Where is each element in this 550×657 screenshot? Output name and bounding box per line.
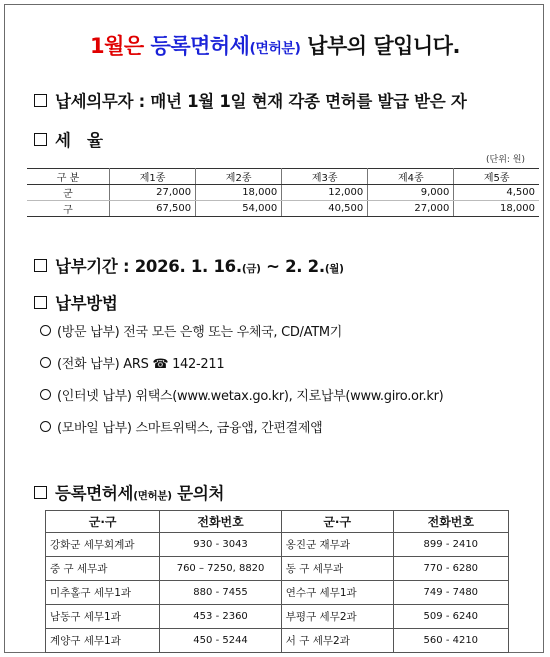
table-row: 중 구 세무과 760 – 7250, 8820 동 구 세무과 770 - 6280 [46,557,509,581]
unit-label: (단위: 원) [486,155,525,165]
section-contact: 등록면허세(면허분) 문의처 [34,480,224,504]
checkbox-square-icon [34,133,47,146]
section-method: 납부방법 [34,290,118,314]
checkbox-square-icon [34,259,47,272]
section-tax-rate: 세 율 [34,127,103,151]
method-item: (인터넷 납부) 위택스(www.wetax.go.kr), 지로납부(www.giro.or.kr) [40,385,443,404]
circle-bullet-icon [40,389,51,400]
method-item: (방문 납부) 전국 모든 은행 또는 우체국, CD/ATM기 [40,321,342,340]
table-row: 군 27,000 18,000 12,000 9,000 4,500 [27,185,539,201]
checkbox-square-icon [34,94,47,107]
table-row: 계양구 세무1과 450 - 5244 서 구 세무2과 560 - 4210 [46,629,509,653]
table-header-row: 구 분 제1종 제2종 제3종 제4종 제5종 [27,169,539,185]
page-title: 1월은 등록면허세(면허분) 납부의 달입니다. [90,34,460,58]
table-row: 남동구 세무1과 453 - 2360 부평구 세무2과 509 - 6240 [46,605,509,629]
table-row: 강화군 세무회계과 930 - 3043 옹진군 재무과 899 - 2410 [46,533,509,557]
section-taxpayer: 납세의무자 : 매년 1월 1일 현재 각종 면허를 발급 받은 자 [34,88,467,112]
checkbox-square-icon [34,486,47,499]
contact-table [45,510,509,653]
circle-bullet-icon [40,421,51,432]
table-row: 구 67,500 54,000 40,500 27,000 18,000 [27,201,539,217]
section-period: 납부기간 : 2026. 1. 16.(금) ~ 2. 2.(월) [34,253,344,277]
method-item: (전화 납부) ARS ☎ 142-211 [40,353,224,372]
table-header-row: 군·구 전화번호 군·구 전화번호 [46,511,509,533]
tax-rate-table [27,168,539,217]
circle-bullet-icon [40,357,51,368]
method-item: (모바일 납부) 스마트위택스, 금융앱, 간편결제앱 [40,417,322,436]
circle-bullet-icon [40,325,51,336]
checkbox-square-icon [34,296,47,309]
table-row: 미추홀구 세무1과 880 - 7455 연수구 세무1과 749 - 7480 [46,581,509,605]
